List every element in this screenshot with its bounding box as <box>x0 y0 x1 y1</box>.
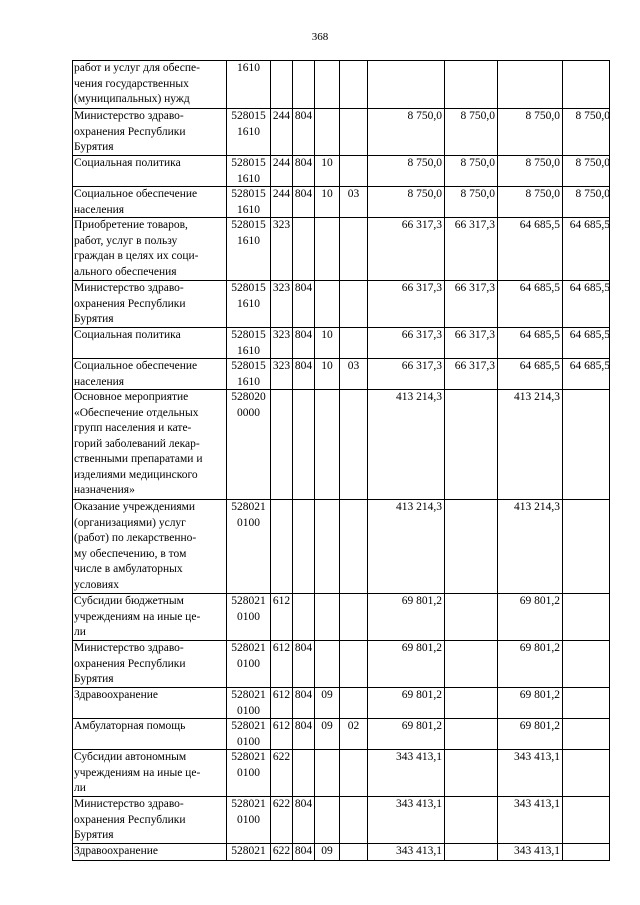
target-article-cell: 528021 0100 <box>226 594 270 640</box>
section-cell: 09 <box>314 688 339 718</box>
expense-type-cell: 612 <box>270 688 292 718</box>
sum-2-cell: 66 317,3 <box>444 328 497 358</box>
row-name-cell: Министерство здраво- охранения Республики Бурятия <box>74 282 186 325</box>
target-article-cell: 528015 1610 <box>226 359 270 389</box>
sum-3-cell: 343 413,1 <box>497 797 562 843</box>
target-article-cell: 528021 0100 <box>226 500 270 593</box>
sum-2-cell <box>444 797 497 843</box>
subsection-cell <box>339 641 367 687</box>
subsection-cell: 03 <box>339 359 367 389</box>
sum-1-cell: 343 413,1 <box>367 750 444 796</box>
row-name-cell: Оказание учреждениями (организациями) услуг (работ) по лекарственно- му обеспечению, в том числе в амбулаторных условиях <box>74 501 197 591</box>
table-row <box>73 749 609 796</box>
sum-3-cell: 413 214,3 <box>497 390 562 499</box>
subsection-cell: 03 <box>339 187 367 217</box>
subsection-cell <box>339 218 367 280</box>
target-article-cell: 528015 1610 <box>226 281 270 327</box>
target-article-cell: 528021 0100 <box>226 750 270 796</box>
sum-4-cell: 64 685,5 <box>562 359 611 389</box>
target-article-cell: 528021 <box>226 844 270 860</box>
expense-type-cell <box>270 61 292 108</box>
target-article-cell: 528015 1610 <box>226 218 270 280</box>
table-row <box>73 186 609 217</box>
expense-type-cell: 622 <box>270 750 292 796</box>
row-name-cell: Социальное обеспечение населения <box>74 188 198 216</box>
row-name-cell: Амбулаторная помощь <box>74 720 186 732</box>
subsection-cell <box>339 844 367 860</box>
subsection-cell <box>339 61 367 108</box>
row-name-cell: Здравоохранение <box>74 845 159 857</box>
subsection-cell <box>339 688 367 718</box>
table-row <box>73 687 609 718</box>
expense-type-cell: 323 <box>270 281 292 327</box>
sum-2-cell: 66 317,3 <box>444 281 497 327</box>
target-article-cell: 528021 0100 <box>226 641 270 687</box>
expense-type-cell: 323 <box>270 359 292 389</box>
sum-1-cell: 66 317,3 <box>367 218 444 280</box>
department-cell: 804 <box>292 187 314 217</box>
sum-3-cell: 69 801,2 <box>497 719 562 749</box>
row-name-cell: Здравоохранение <box>74 689 159 701</box>
sum-4-cell <box>562 61 611 108</box>
sum-1-cell: 69 801,2 <box>367 688 444 718</box>
subsection-cell <box>339 328 367 358</box>
expense-type-cell: 622 <box>270 797 292 843</box>
expense-type-cell <box>270 500 292 593</box>
row-name-cell: Субсидии автономным учреждениям на иные це- ли <box>74 751 201 794</box>
sum-3-cell: 343 413,1 <box>497 750 562 796</box>
table-row <box>73 389 609 499</box>
budget-table <box>72 60 610 861</box>
row-name-cell: Основное мероприятие «Обеспечение отдельных групп населения и кате- горий заболеваний лекар- ственными препаратами и изделиями медицинского назначения» <box>74 391 203 496</box>
sum-2-cell <box>444 641 497 687</box>
sum-3-cell: 69 801,2 <box>497 688 562 718</box>
sum-4-cell <box>562 797 611 843</box>
sum-4-cell <box>562 844 611 860</box>
target-article-cell: 528015 1610 <box>226 109 270 155</box>
sum-4-cell <box>562 719 611 749</box>
sum-3-cell: 8 750,0 <box>497 109 562 155</box>
table-row <box>73 593 609 640</box>
section-cell: 09 <box>314 844 339 860</box>
subsection-cell <box>339 750 367 796</box>
subsection-cell <box>339 390 367 499</box>
department-cell: 804 <box>292 688 314 718</box>
section-cell <box>314 594 339 640</box>
sum-1-cell: 8 750,0 <box>367 156 444 186</box>
sum-3-cell: 413 214,3 <box>497 500 562 593</box>
department-cell <box>292 594 314 640</box>
sum-4-cell <box>562 750 611 796</box>
target-article-cell: 1610 <box>226 61 270 108</box>
table-row <box>73 640 609 687</box>
sum-3-cell: 8 750,0 <box>497 187 562 217</box>
department-cell: 804 <box>292 109 314 155</box>
row-name-cell: Социальное обеспечение населения <box>74 360 198 388</box>
sum-3-cell: 64 685,5 <box>497 328 562 358</box>
table-row <box>73 358 609 389</box>
section-cell <box>314 281 339 327</box>
sum-2-cell <box>444 844 497 860</box>
department-cell <box>292 390 314 499</box>
expense-type-cell: 622 <box>270 844 292 860</box>
department-cell <box>292 500 314 593</box>
sum-1-cell: 69 801,2 <box>367 594 444 640</box>
sum-1-cell: 66 317,3 <box>367 359 444 389</box>
sum-3-cell <box>497 61 562 108</box>
sum-1-cell: 69 801,2 <box>367 719 444 749</box>
sum-3-cell: 69 801,2 <box>497 641 562 687</box>
sum-3-cell: 343 413,1 <box>497 844 562 860</box>
sum-4-cell: 8 750,0 <box>562 109 611 155</box>
section-cell: 10 <box>314 187 339 217</box>
sum-1-cell: 343 413,1 <box>367 797 444 843</box>
subsection-cell <box>339 594 367 640</box>
expense-type-cell: 612 <box>270 719 292 749</box>
department-cell <box>292 61 314 108</box>
row-name-cell: Субсидии бюджетным учреждениям на иные це- ли <box>74 595 201 638</box>
section-cell <box>314 750 339 796</box>
sum-4-cell <box>562 641 611 687</box>
target-article-cell: 528015 1610 <box>226 328 270 358</box>
target-article-cell: 528021 0100 <box>226 719 270 749</box>
department-cell: 804 <box>292 844 314 860</box>
sum-4-cell <box>562 390 611 499</box>
expense-type-cell: 323 <box>270 328 292 358</box>
sum-2-cell <box>444 719 497 749</box>
sum-4-cell <box>562 500 611 593</box>
sum-2-cell: 66 317,3 <box>444 218 497 280</box>
section-cell: 09 <box>314 719 339 749</box>
sum-2-cell <box>444 500 497 593</box>
sum-2-cell: 66 317,3 <box>444 359 497 389</box>
sum-2-cell <box>444 750 497 796</box>
section-cell <box>314 797 339 843</box>
target-article-cell: 528021 0100 <box>226 797 270 843</box>
sum-2-cell <box>444 61 497 108</box>
sum-1-cell <box>367 61 444 108</box>
sum-3-cell: 64 685,5 <box>497 281 562 327</box>
expense-type-cell: 244 <box>270 187 292 217</box>
row-name-cell: работ и услуг для обеспе- чения государственных (муниципальных) нужд <box>74 62 200 105</box>
sum-2-cell: 8 750,0 <box>444 109 497 155</box>
subsection-cell <box>339 500 367 593</box>
subsection-cell: 02 <box>339 719 367 749</box>
table-row <box>73 155 609 186</box>
sum-3-cell: 8 750,0 <box>497 156 562 186</box>
sum-1-cell: 413 214,3 <box>367 500 444 593</box>
expense-type-cell: 612 <box>270 594 292 640</box>
section-cell <box>314 390 339 499</box>
expense-type-cell: 323 <box>270 218 292 280</box>
target-article-cell: 528015 1610 <box>226 187 270 217</box>
department-cell: 804 <box>292 281 314 327</box>
table-row <box>73 499 609 593</box>
section-cell: 10 <box>314 359 339 389</box>
row-name-cell: Министерство здраво- охранения Республики Бурятия <box>74 110 186 153</box>
sum-4-cell <box>562 594 611 640</box>
sum-2-cell <box>444 688 497 718</box>
section-cell <box>314 61 339 108</box>
subsection-cell <box>339 156 367 186</box>
sum-3-cell: 69 801,2 <box>497 594 562 640</box>
sum-1-cell: 69 801,2 <box>367 641 444 687</box>
department-cell: 804 <box>292 719 314 749</box>
sum-1-cell: 66 317,3 <box>367 281 444 327</box>
row-name-cell: Социальная политика <box>74 157 181 169</box>
table-row <box>73 61 609 108</box>
target-article-cell: 528020 0000 <box>226 390 270 499</box>
row-name-cell: Социальная политика <box>74 329 181 341</box>
department-cell: 804 <box>292 641 314 687</box>
sum-4-cell: 64 685,5 <box>562 281 611 327</box>
table-row <box>73 796 609 843</box>
sum-1-cell: 8 750,0 <box>367 187 444 217</box>
section-cell: 10 <box>314 328 339 358</box>
sum-1-cell: 66 317,3 <box>367 328 444 358</box>
sum-2-cell <box>444 594 497 640</box>
target-article-cell: 528015 1610 <box>226 156 270 186</box>
sum-2-cell <box>444 390 497 499</box>
section-cell <box>314 109 339 155</box>
section-cell <box>314 641 339 687</box>
sum-1-cell: 8 750,0 <box>367 109 444 155</box>
expense-type-cell <box>270 390 292 499</box>
sum-4-cell: 64 685,5 <box>562 218 611 280</box>
table-row <box>73 108 609 155</box>
sum-1-cell: 343 413,1 <box>367 844 444 860</box>
sum-4-cell <box>562 688 611 718</box>
sum-1-cell: 413 214,3 <box>367 390 444 499</box>
subsection-cell <box>339 797 367 843</box>
sum-2-cell: 8 750,0 <box>444 156 497 186</box>
expense-type-cell: 612 <box>270 641 292 687</box>
expense-type-cell: 244 <box>270 156 292 186</box>
page-number: 368 <box>311 31 329 43</box>
section-cell <box>314 218 339 280</box>
department-cell: 804 <box>292 797 314 843</box>
table-row <box>73 280 609 327</box>
subsection-cell <box>339 109 367 155</box>
row-name-cell: Министерство здраво- охранения Республики Бурятия <box>74 642 186 685</box>
sum-3-cell: 64 685,5 <box>497 218 562 280</box>
section-cell: 10 <box>314 156 339 186</box>
sum-3-cell: 64 685,5 <box>497 359 562 389</box>
sum-2-cell: 8 750,0 <box>444 187 497 217</box>
department-cell: 804 <box>292 359 314 389</box>
target-article-cell: 528021 0100 <box>226 688 270 718</box>
section-cell <box>314 500 339 593</box>
sum-4-cell: 64 685,5 <box>562 328 611 358</box>
sum-4-cell: 8 750,0 <box>562 187 611 217</box>
department-cell <box>292 750 314 796</box>
expense-type-cell: 244 <box>270 109 292 155</box>
table-row <box>73 718 609 749</box>
sum-4-cell: 8 750,0 <box>562 156 611 186</box>
subsection-cell <box>339 281 367 327</box>
table-row <box>73 327 609 358</box>
row-name-cell: Министерство здраво- охранения Республики Бурятия <box>74 798 186 841</box>
table-row <box>73 217 609 280</box>
row-name-cell: Приобретение товаров, работ, услуг в пользу граждан в целях их соци- ального обеспечения <box>74 219 199 278</box>
table-row <box>73 843 609 860</box>
department-cell: 804 <box>292 328 314 358</box>
department-cell: 804 <box>292 156 314 186</box>
department-cell <box>292 218 314 280</box>
